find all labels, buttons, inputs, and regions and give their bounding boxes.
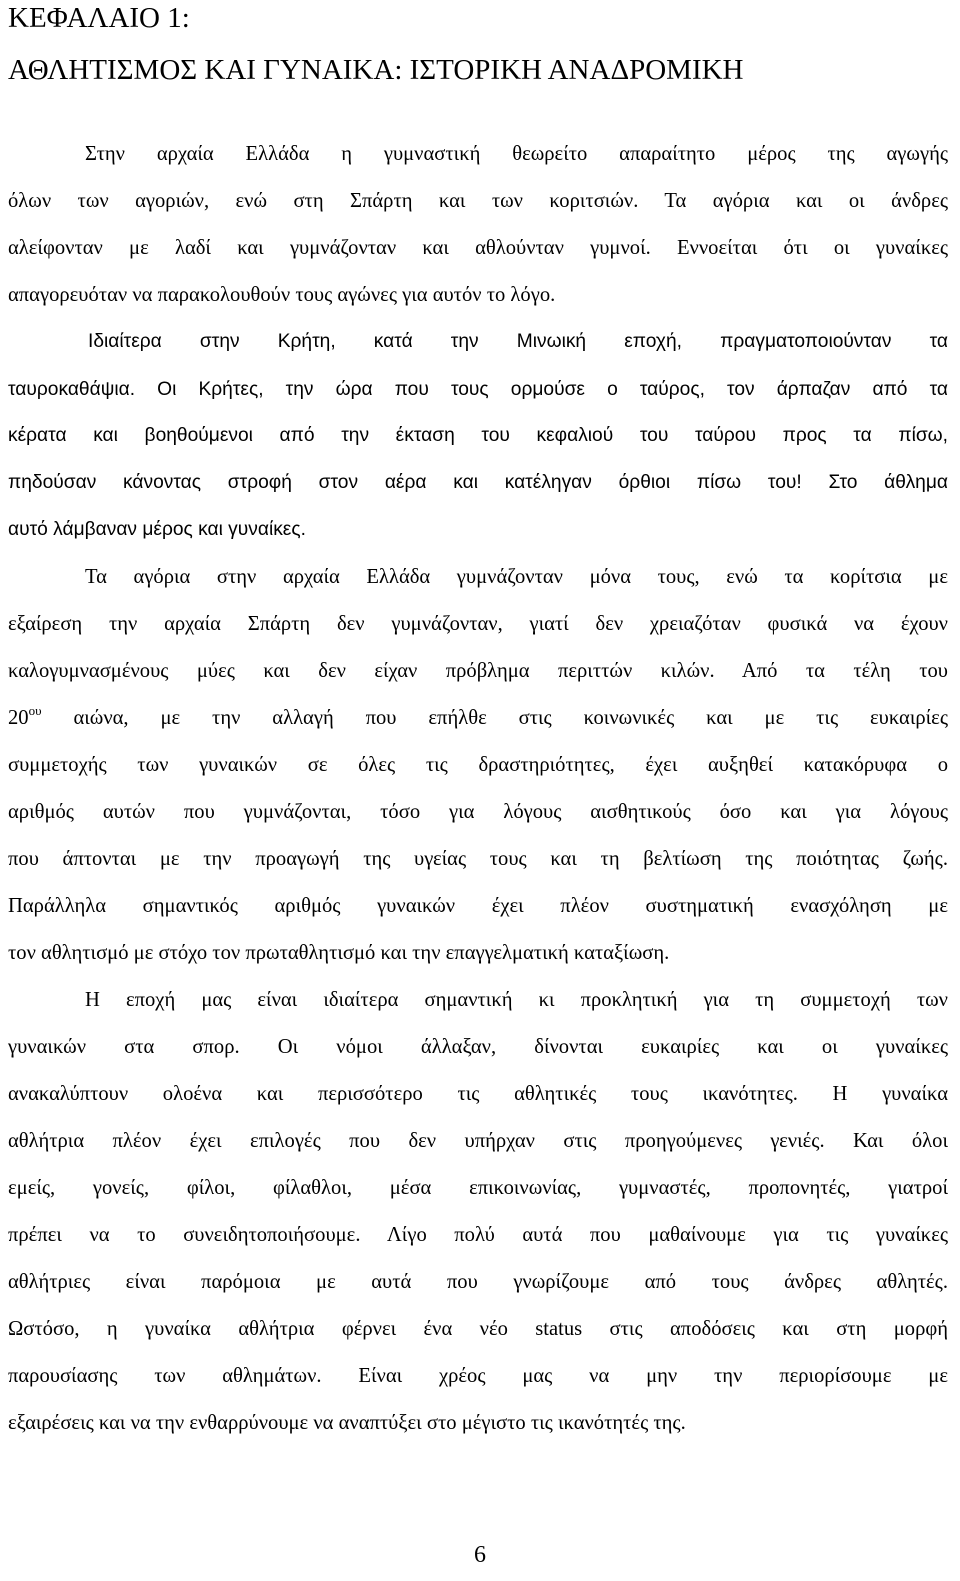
paragraph-line: Παράλληλα σημαντικός αριθμός γυναικών έχει πλέον συστηματική ενασχόληση με [8, 895, 948, 917]
paragraph-line [8, 373, 948, 405]
paragraph-line: αριθμός αυτών που γυμνάζονται, τόσο για λόγους αισθητικούς όσο και για λόγους [8, 801, 948, 823]
paragraph-line: Τα αγόρια στην αρχαία Ελλάδα γυμνάζονταν μόνα τους, ενώ τα κορίτσια με [85, 566, 948, 588]
paragraph-line: αθλήτρια πλέον έχει επιλογές που δεν υπήρχαν στις προηγούμενες γενιές. Και όλοι [8, 1130, 948, 1152]
chapter-title: ΑΘΛΗΤΙΣΜΟΣ ΚΑΙ ΓΥΝΑΙΚΑ: ΙΣΤΟΡΙΚΗ ΑΝΑΔΡΟΜΙΚΗ [8, 54, 744, 86]
page-number: 6 [474, 1542, 486, 1568]
paragraph-line: κέρατα και βοηθούμενοι από την έκταση του κεφαλιού του ταύρου προς τα πίσω, [8, 425, 948, 446]
paragraph-line: Ιδιαίτερα στην Κρήτη, κατά την Μινωική εποχή, πραγματοποιούνταν τα [88, 331, 948, 352]
paragraph-line: εξαίρεση την αρχαία Σπάρτη δεν γυμνάζονταν, γιατί δεν χρειαζόταν φυσικά να έχουν [8, 613, 948, 635]
paragraph-line: αθλήτριες είναι παρόμοια με αυτά που γνωρίζουμε από τους άνδρες αθλητές. [8, 1271, 948, 1293]
paragraph-line: πηδούσαν κάνοντας στροφή στον αέρα και κατέληγαν όρθιοι πίσω του! Στο άθλημα [8, 472, 948, 493]
sans-text-run: Οι Κρήτες, την ώρα που τους ορμούσε ο ταύρος, τον άρπαζαν από τα [135, 379, 948, 400]
paragraph-line: αλείφονταν με λαδί και γυμνάζονταν και αθλούνταν γυμνοί. Εννοείται ότι οι γυναίκες [8, 237, 948, 259]
paragraph-line: ανακαλύπτουν ολοένα και περισσότερο τις αθλητικές τους ικανότητες. Η γυναίκα [8, 1083, 948, 1105]
paragraph-line: Ωστόσο, η γυναίκα αθλήτρια φέρνει ένα νέο status στις αποδόσεις και στη μορφή [8, 1318, 948, 1340]
paragraph-line: αυτό λάμβαναν μέρος και γυναίκες. [8, 519, 306, 540]
paragraph-line: όλων των αγοριών, ενώ στη Σπάρτη και των κοριτσιών. Τα αγόρια και οι άνδρες [8, 190, 948, 212]
paragraph-line: καλογυμνασμένους μύες και δεν είχαν πρόβλημα περιττών κιλών. Από τα τέλη του [8, 660, 948, 682]
paragraph-line: συμμετοχής των γυναικών σε όλες τις δραστηριότητες, έχει αυξηθεί κατακόρυφα ο [8, 754, 948, 776]
chapter-label: ΚΕΦΑΛΑΙΟ 1: [8, 2, 190, 34]
paragraph-line: Η εποχή μας είναι ιδιαίτερα σημαντική κι προκλητική για τη συμμετοχή των [85, 989, 948, 1011]
paragraph-line: γυναικών στα σπορ. Οι νόμοι άλλαξαν, δίνονται ευκαιρίες και οι γυναίκες [8, 1036, 948, 1058]
paragraph-line: εμείς, γονείς, φίλοι, φίλαθλοι, μέσα επικοινωνίας, γυμναστές, προπονητές, γιατροί [8, 1177, 948, 1199]
paragraph-line: παρουσίασης των αθλημάτων. Είναι χρέος μας να μην την περιορίσουμε με [8, 1365, 948, 1387]
ordinal-superscript: ου [28, 703, 42, 718]
text-run: αιώνα, με την αλλαγή που επήλθε στις κοινωνικές και με τις ευκαιρίες [73, 707, 948, 729]
sans-text-run: ταυροκαθάψια. [8, 379, 136, 400]
century-number: 20 [8, 707, 29, 729]
paragraph-line [8, 702, 948, 734]
paragraph-line: απαγορευόταν να παρακολουθούν τους αγώνες για αυτόν το λόγο. [8, 284, 556, 306]
paragraph-line: που άπτονται με την προαγωγή της υγείας τους και τη βελτίωση της ποιότητας ζωής. [8, 848, 948, 870]
paragraph-line: πρέπει να το συνειδητοποιήσουμε. Λίγο πολύ αυτά που μαθαίνουμε για τις γυναίκες [8, 1224, 948, 1246]
paragraph-line: τον αθλητισμό με στόχο τον πρωταθλητισμό και την επαγγελματική καταξίωση. [8, 942, 670, 964]
paragraph-line: εξαιρέσεις και να την ενθαρρύνουμε να αναπτύξει στο μέγιστο τις ικανότητές της. [8, 1412, 686, 1434]
paragraph-line: Στην αρχαία Ελλάδα η γυμναστική θεωρείτο απαραίτητο μέρος της αγωγής [85, 143, 948, 165]
